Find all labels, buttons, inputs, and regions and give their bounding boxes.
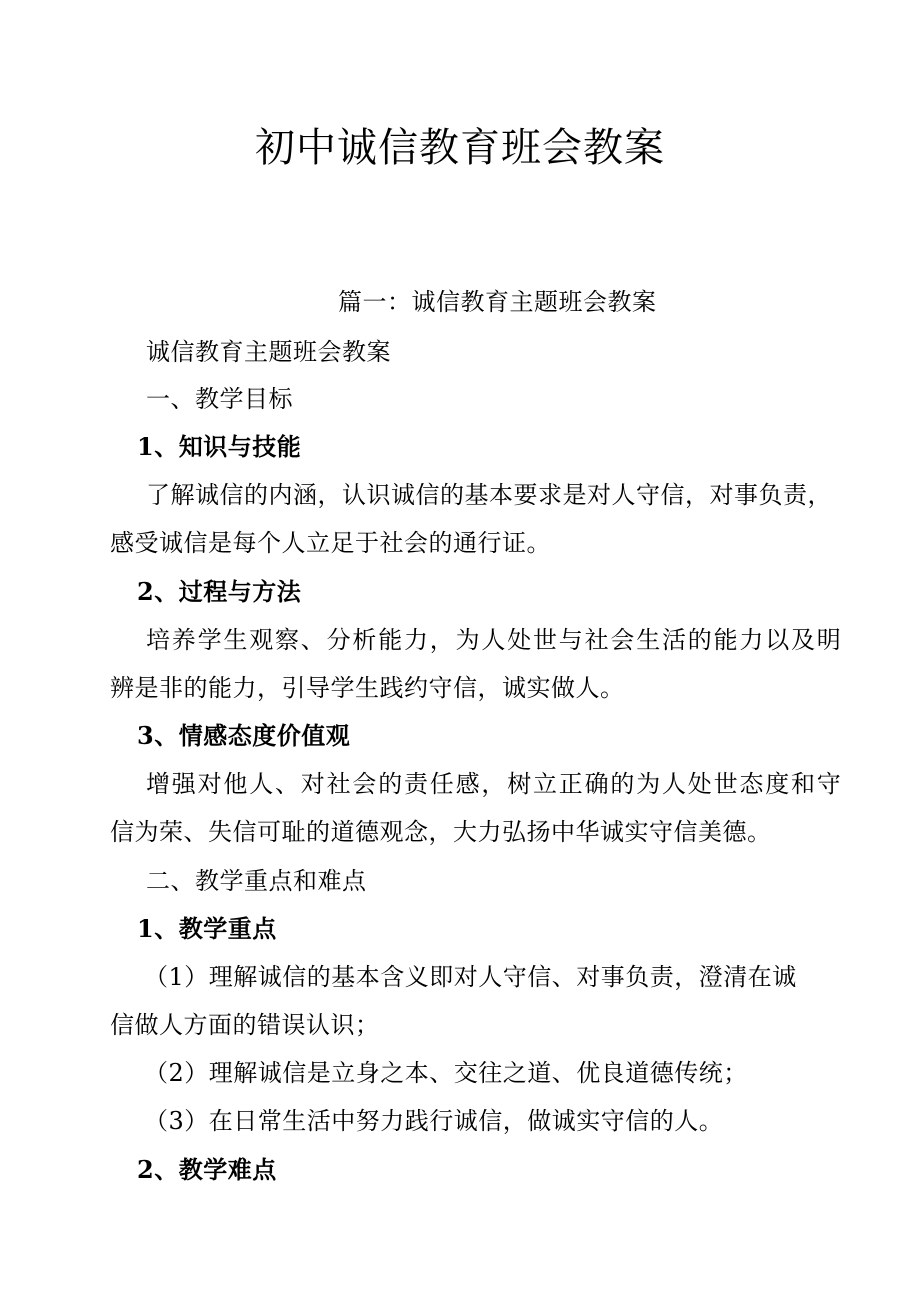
- section-heading-objectives: 一、教学目标: [146, 385, 293, 413]
- key-point-3: （3）在日常生活中努力践行诚信，做诚实守信的人。: [144, 1107, 724, 1135]
- item-heading-knowledge: 1、知识与技能: [137, 432, 302, 461]
- subtitle: 诚信教育主题班会教案: [146, 338, 391, 366]
- paragraph-process-line1: 培养学生观察、分析能力，为人处世与社会生活的能力以及明: [146, 626, 843, 654]
- item-heading-difficulties: 2、教学难点: [137, 1155, 277, 1184]
- item-heading-values: 3、情感态度价值观: [137, 721, 351, 750]
- item-heading-process: 2、过程与方法: [137, 577, 302, 606]
- document-title: 初中诚信教育班会教案: [255, 125, 665, 171]
- item-heading-key-points: 1、教学重点: [137, 914, 277, 943]
- paragraph-values-line1: 增强对他人、对社会的责任感，树立正确的为人处世态度和守: [146, 770, 843, 798]
- paragraph-knowledge-line1: 了解诚信的内涵，认识诚信的基本要求是对人守信，对事负责，: [146, 481, 832, 509]
- key-point-1-line1: （1）理解诚信的基本含义即对人守信、对事负责，澄清在诚: [144, 963, 797, 991]
- chapter-heading: 篇一：诚信教育主题班会教案: [338, 288, 657, 316]
- key-point-2: （2）理解诚信是立身之本、交往之道、优良道德传统；: [144, 1059, 748, 1087]
- section-heading-key-points: 二、教学重点和难点: [146, 867, 367, 895]
- paragraph-knowledge-line2: 感受诚信是每个人立足于社会的通行证。: [110, 529, 551, 557]
- paragraph-values-line2: 信为荣、失信可耻的道德观念，大力弘扬中华诚实守信美德。: [110, 818, 772, 846]
- key-point-1-line2: 信做人方面的错误认识；: [110, 1011, 380, 1039]
- paragraph-process-line2: 辨是非的能力，引导学生践约守信，诚实做人。: [110, 674, 625, 702]
